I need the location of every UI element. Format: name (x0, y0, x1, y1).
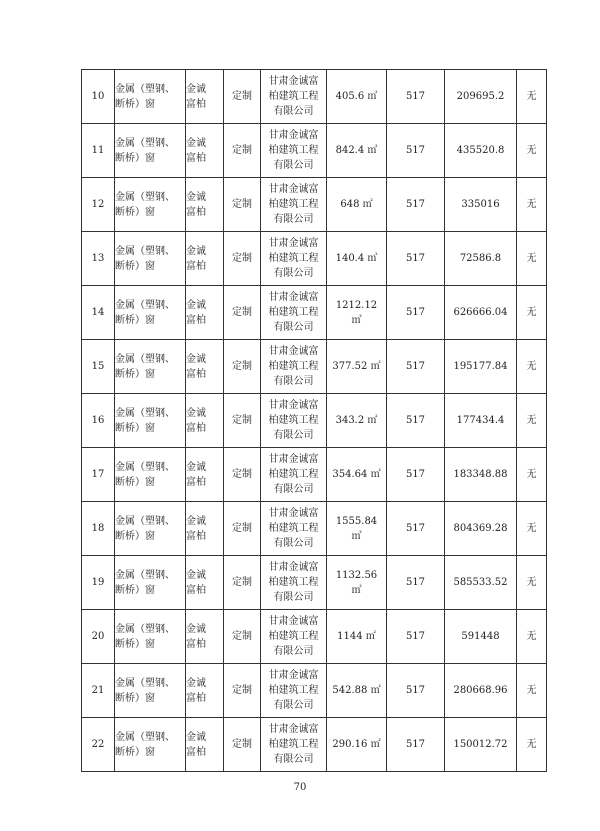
remark: 无 (517, 124, 547, 178)
quantity-line: 405.6 ㎡ (335, 91, 378, 102)
product-name-line: 金属（塑钢、 (115, 299, 175, 311)
product-name (115, 610, 186, 664)
table-row (82, 556, 547, 610)
quantity (327, 664, 387, 718)
quantity-line: 1555.84 (335, 515, 378, 527)
product-name-line: 金属（塑钢、 (115, 353, 175, 365)
manufacturer (261, 124, 327, 178)
manufacturer (261, 556, 327, 610)
total-price: 72586.8 (445, 232, 517, 286)
product-name (115, 178, 186, 232)
brand-line: 金诚 (186, 83, 206, 95)
quantity (327, 718, 387, 772)
brand-line: 富柏 (186, 746, 206, 758)
unit-price: 517 (387, 610, 445, 664)
quantity-line: 1212.12 (335, 299, 378, 311)
remark: 无 (517, 178, 547, 232)
remark: 无 (517, 448, 547, 502)
brand-line: 富柏 (186, 476, 206, 488)
table-row (82, 232, 547, 286)
manufacturer-line: 柏建筑工程 (268, 361, 319, 372)
manufacturer-line: 柏建筑工程 (268, 307, 319, 318)
quantity (327, 340, 387, 394)
table-row (82, 70, 547, 124)
manufacturer (261, 232, 327, 286)
specification: 定制 (224, 340, 261, 394)
product-name-line: 金属（塑钢、 (115, 623, 175, 635)
row-number: 20 (82, 610, 115, 664)
manufacturer-line: 有限公司 (273, 322, 314, 333)
remark: 无 (517, 556, 547, 610)
manufacturer-line: 甘肃金诚富 (268, 670, 319, 681)
brand-line: 富柏 (186, 368, 206, 380)
product-name-line: 金属（塑钢、 (115, 515, 175, 527)
remark: 无 (517, 232, 547, 286)
table-row (82, 610, 547, 664)
product-name-line: 金属（塑钢、 (115, 407, 175, 419)
manufacturer-line: 有限公司 (273, 160, 314, 171)
manufacturer (261, 340, 327, 394)
product-name-line: 金属（塑钢、 (115, 731, 175, 743)
specification: 定制 (224, 394, 261, 448)
quantity-line: 290.16 ㎡ (332, 739, 381, 750)
product-name (115, 70, 186, 124)
manufacturer-line: 柏建筑工程 (268, 631, 319, 642)
row-number: 17 (82, 448, 115, 502)
total-price: 177434.4 (445, 394, 517, 448)
manufacturer-line: 有限公司 (273, 538, 314, 549)
page-number: 70 (293, 782, 307, 793)
product-name (115, 502, 186, 556)
total-price: 626666.04 (445, 286, 517, 340)
product-name-line: 断桥）窗 (115, 206, 155, 218)
product-name-line: 断桥）窗 (115, 314, 155, 326)
remark: 无 (517, 718, 547, 772)
manufacturer-line: 甘肃金诚富 (268, 238, 319, 249)
product-name-line: 断桥）窗 (115, 476, 155, 488)
unit-price: 517 (387, 664, 445, 718)
product-name-line: 断桥）窗 (115, 98, 155, 110)
table-row (82, 124, 547, 178)
manufacturer-line: 甘肃金诚富 (268, 76, 319, 87)
specification: 定制 (224, 124, 261, 178)
brand (186, 232, 224, 286)
manufacturer (261, 70, 327, 124)
product-name-line: 断桥）窗 (115, 152, 155, 164)
brand-line: 金诚 (186, 731, 206, 743)
product-name-line: 金属（塑钢、 (115, 569, 175, 581)
brand (186, 70, 224, 124)
manufacturer-line: 柏建筑工程 (268, 469, 319, 480)
quantity-line: 354.64 ㎡ (332, 469, 381, 480)
total-price: 280668.96 (445, 664, 517, 718)
manufacturer-line: 甘肃金诚富 (268, 454, 319, 465)
brand-line: 金诚 (186, 461, 206, 473)
brand-line: 金诚 (186, 677, 206, 689)
brand-line: 富柏 (186, 584, 206, 596)
product-name (115, 340, 186, 394)
manufacturer-line: 甘肃金诚富 (268, 346, 319, 357)
manufacturer (261, 448, 327, 502)
brand (186, 448, 224, 502)
manufacturer-line: 甘肃金诚富 (268, 292, 319, 303)
table-row (82, 664, 547, 718)
manufacturer-line: 柏建筑工程 (268, 253, 319, 264)
table-row (82, 394, 547, 448)
row-number: 14 (82, 286, 115, 340)
product-name-line: 金属（塑钢、 (115, 461, 175, 473)
row-number: 10 (82, 70, 115, 124)
quantity-line: 377.52 ㎡ (332, 361, 381, 372)
manufacturer-line: 甘肃金诚富 (268, 724, 319, 735)
row-number: 18 (82, 502, 115, 556)
quantity (327, 232, 387, 286)
manufacturer (261, 664, 327, 718)
manufacturer-line: 甘肃金诚富 (268, 616, 319, 627)
product-name-line: 金属（塑钢、 (115, 137, 175, 149)
product-name-line: 断桥）窗 (115, 746, 155, 758)
remark: 无 (517, 70, 547, 124)
quantity-line: 1144 ㎡ (337, 631, 376, 642)
specification: 定制 (224, 178, 261, 232)
product-name-line: 断桥）窗 (115, 692, 155, 704)
brand-line: 富柏 (186, 638, 206, 650)
product-name (115, 124, 186, 178)
manufacturer-line: 甘肃金诚富 (268, 508, 319, 519)
total-price: 209695.2 (445, 70, 517, 124)
manufacturer-line: 有限公司 (273, 700, 314, 711)
total-price: 591448 (445, 610, 517, 664)
unit-price: 517 (387, 556, 445, 610)
table-row (82, 178, 547, 232)
manufacturer-line: 柏建筑工程 (268, 739, 319, 750)
table-row (82, 502, 547, 556)
row-number: 22 (82, 718, 115, 772)
manufacturer-line: 甘肃金诚富 (268, 130, 319, 141)
brand-line: 金诚 (186, 623, 206, 635)
unit-price: 517 (387, 286, 445, 340)
brand-line: 金诚 (186, 353, 206, 365)
remark: 无 (517, 340, 547, 394)
total-price: 183348.88 (445, 448, 517, 502)
manufacturer-line: 柏建筑工程 (268, 145, 319, 156)
brand (186, 502, 224, 556)
brand-line: 金诚 (186, 515, 206, 527)
remark: 无 (517, 664, 547, 718)
remark: 无 (517, 610, 547, 664)
quantity-line: 343.2 ㎡ (335, 415, 378, 426)
row-number: 21 (82, 664, 115, 718)
table-row (82, 286, 547, 340)
brand-line: 富柏 (186, 260, 206, 272)
brand (186, 340, 224, 394)
quantity-line: 140.4 ㎡ (335, 253, 378, 264)
brand (186, 178, 224, 232)
remark: 无 (517, 394, 547, 448)
quantity-unit-line: ㎡ (351, 314, 362, 326)
brand (186, 556, 224, 610)
brand-line: 富柏 (186, 206, 206, 218)
total-price: 335016 (445, 178, 517, 232)
brand-line: 金诚 (186, 137, 206, 149)
product-name-line: 断桥）窗 (115, 368, 155, 380)
brand-line: 金诚 (186, 245, 206, 257)
specification: 定制 (224, 232, 261, 286)
quantity (327, 448, 387, 502)
brand-line: 金诚 (186, 407, 206, 419)
manufacturer (261, 610, 327, 664)
table-row (82, 340, 547, 394)
manufacturer (261, 286, 327, 340)
quantity-line: 648 ㎡ (340, 199, 373, 210)
manufacturer-line: 有限公司 (273, 106, 314, 117)
table-row (82, 718, 547, 772)
brand-line: 富柏 (186, 530, 206, 542)
quantity-line: 842.4 ㎡ (335, 145, 378, 156)
manufacturer-line: 柏建筑工程 (268, 523, 319, 534)
product-table (81, 69, 547, 772)
quantity-unit-line: ㎡ (351, 530, 362, 542)
product-name (115, 664, 186, 718)
brand (186, 286, 224, 340)
quantity (327, 286, 387, 340)
product-name-line: 金属（塑钢、 (115, 83, 175, 95)
manufacturer-line: 柏建筑工程 (268, 577, 319, 588)
table-row (82, 448, 547, 502)
manufacturer-line: 有限公司 (273, 214, 314, 225)
brand-line: 富柏 (186, 98, 206, 110)
quantity (327, 70, 387, 124)
quantity-line: 542.88 ㎡ (332, 685, 381, 696)
specification: 定制 (224, 718, 261, 772)
row-number: 12 (82, 178, 115, 232)
manufacturer (261, 502, 327, 556)
total-price: 585533.52 (445, 556, 517, 610)
brand-line: 金诚 (186, 191, 206, 203)
product-name-line: 金属（塑钢、 (115, 245, 175, 257)
product-name-line: 断桥）窗 (115, 260, 155, 272)
manufacturer-line: 有限公司 (273, 592, 314, 603)
unit-price: 517 (387, 502, 445, 556)
row-number: 13 (82, 232, 115, 286)
unit-price: 517 (387, 394, 445, 448)
product-name (115, 394, 186, 448)
specification: 定制 (224, 502, 261, 556)
manufacturer-line: 甘肃金诚富 (268, 562, 319, 573)
total-price: 435520.8 (445, 124, 517, 178)
unit-price: 517 (387, 70, 445, 124)
product-name (115, 556, 186, 610)
product-name-line: 金属（塑钢、 (115, 191, 175, 203)
brand-line: 金诚 (186, 299, 206, 311)
product-name-line: 断桥）窗 (115, 530, 155, 542)
specification: 定制 (224, 70, 261, 124)
row-number: 19 (82, 556, 115, 610)
unit-price: 517 (387, 124, 445, 178)
product-name (115, 718, 186, 772)
row-number: 16 (82, 394, 115, 448)
product-name (115, 286, 186, 340)
specification: 定制 (224, 286, 261, 340)
product-name-line: 断桥）窗 (115, 422, 155, 434)
manufacturer-line: 有限公司 (273, 484, 314, 495)
brand-line: 富柏 (186, 422, 206, 434)
brand (186, 664, 224, 718)
unit-price: 517 (387, 178, 445, 232)
manufacturer-line: 有限公司 (273, 430, 314, 441)
quantity (327, 556, 387, 610)
brand (186, 394, 224, 448)
product-name-line: 断桥）窗 (115, 584, 155, 596)
brand-line: 富柏 (186, 152, 206, 164)
manufacturer (261, 718, 327, 772)
product-name-line: 断桥）窗 (115, 638, 155, 650)
manufacturer-line: 有限公司 (273, 376, 314, 387)
manufacturer-line: 有限公司 (273, 268, 314, 279)
specification: 定制 (224, 664, 261, 718)
brand (186, 718, 224, 772)
specification: 定制 (224, 610, 261, 664)
quantity-line: 1132.56 (335, 569, 378, 581)
remark: 无 (517, 286, 547, 340)
unit-price: 517 (387, 718, 445, 772)
manufacturer (261, 178, 327, 232)
quantity (327, 502, 387, 556)
table-body (82, 70, 547, 772)
brand-line: 富柏 (186, 314, 206, 326)
manufacturer (261, 394, 327, 448)
specification: 定制 (224, 556, 261, 610)
brand (186, 124, 224, 178)
row-number: 11 (82, 124, 115, 178)
manufacturer-line: 柏建筑工程 (268, 415, 319, 426)
manufacturer-line: 甘肃金诚富 (268, 400, 319, 411)
manufacturer-line: 柏建筑工程 (268, 685, 319, 696)
total-price: 195177.84 (445, 340, 517, 394)
row-number: 15 (82, 340, 115, 394)
product-name (115, 448, 186, 502)
quantity (327, 610, 387, 664)
manufacturer-line: 柏建筑工程 (268, 91, 319, 102)
unit-price: 517 (387, 340, 445, 394)
brand (186, 610, 224, 664)
quantity (327, 394, 387, 448)
total-price: 804369.28 (445, 502, 517, 556)
manufacturer-line: 有限公司 (273, 646, 314, 657)
product-name (115, 232, 186, 286)
unit-price: 517 (387, 232, 445, 286)
specification: 定制 (224, 448, 261, 502)
quantity (327, 124, 387, 178)
unit-price: 517 (387, 448, 445, 502)
total-price: 150012.72 (445, 718, 517, 772)
brand-line: 富柏 (186, 692, 206, 704)
manufacturer-line: 有限公司 (273, 754, 314, 765)
product-name-line: 金属（塑钢、 (115, 677, 175, 689)
manufacturer-line: 甘肃金诚富 (268, 184, 319, 195)
remark: 无 (517, 502, 547, 556)
quantity (327, 178, 387, 232)
manufacturer-line: 柏建筑工程 (268, 199, 319, 210)
brand-line: 金诚 (186, 569, 206, 581)
quantity-unit-line: ㎡ (351, 584, 362, 596)
